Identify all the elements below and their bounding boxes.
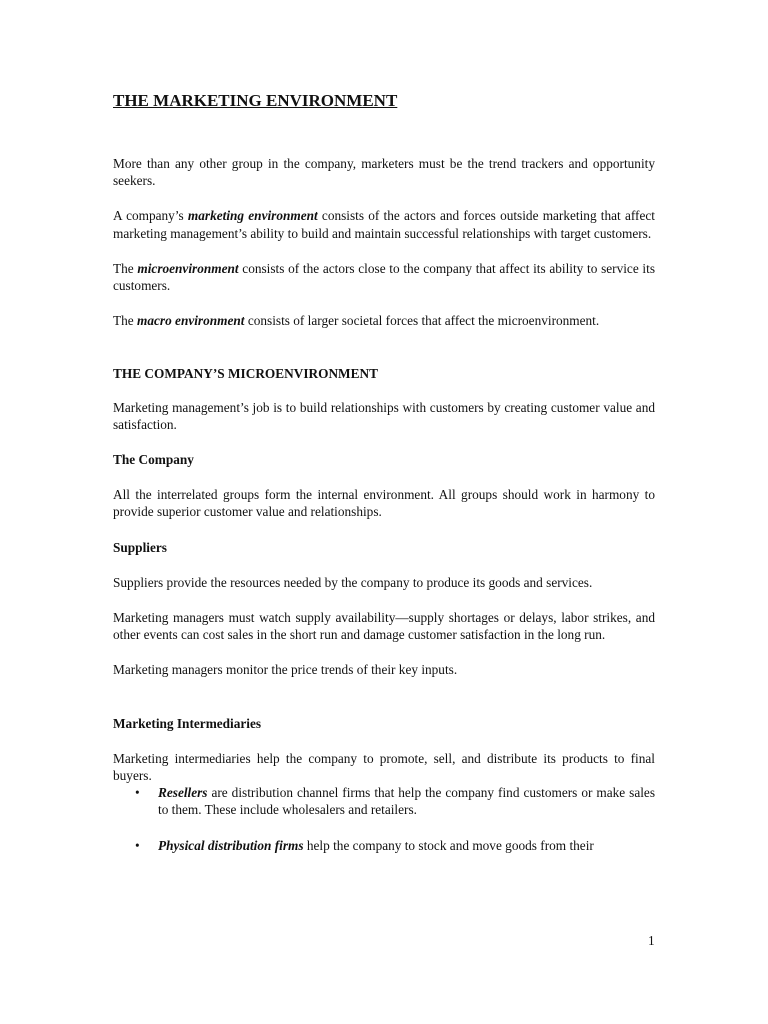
bullet-icon: • (135, 785, 140, 801)
resellers-term: Resellers (158, 785, 208, 801)
micro-def-term: microenvironment (137, 260, 239, 276)
physical-distribution-desc: help the company to stock and move goods from their (303, 837, 594, 853)
resellers-text (158, 784, 655, 818)
bullet-icon: • (135, 837, 140, 853)
macro-def-pre: The (113, 313, 137, 329)
list-item-physical-distribution (113, 837, 655, 854)
suppliers-paragraph-3: Marketing managers monitor the price trends of their key inputs. (113, 662, 458, 678)
physical-distribution-text (158, 837, 655, 854)
macro-def-term: macro environment (137, 313, 245, 329)
company-heading: The Company (113, 452, 194, 468)
micro-def-post: consists of the actors close to the company that affect its ability to service its customers. (113, 260, 655, 294)
intermediaries-list (113, 784, 655, 854)
suppliers-paragraph-2: Marketing managers must watch supply availability—supply shortages or delays, labor strikes, and other events can cost sales in the short run and damage customer satisfaction in the long run. (113, 610, 655, 643)
env-def-pre: A company’s (113, 208, 188, 224)
microenvironment-definition (113, 260, 655, 294)
env-def-post: consists of the actors and forces outside marketing that affect marketing management’s ability to build and maintain successful relationships with target customers. (113, 208, 655, 241)
intermediaries-heading: Marketing Intermediaries (113, 715, 262, 731)
document-title: THE MARKETING ENVIRONMENT (113, 91, 398, 110)
intermediaries-paragraph: Marketing intermediaries help the company to promote, sell, and distribute its products to final buyers. (113, 750, 655, 784)
resellers-desc: are distribution channel firms that help the company find customers or make sales to them. These include wholesalers and retailers. (158, 785, 655, 818)
page-content (113, 90, 655, 854)
suppliers-paragraph-1: Suppliers provide the resources needed by the company to produce its goods and services. (113, 574, 593, 590)
list-item-resellers (113, 784, 655, 818)
physical-distribution-term: Physical distribution firms (158, 837, 304, 853)
marketing-environment-definition (113, 207, 655, 241)
macro-environment-definition (113, 312, 655, 329)
suppliers-heading: Suppliers (113, 539, 167, 555)
env-def-term: marketing environment (187, 208, 318, 224)
macro-def-post: consists of larger societal forces that affect the microenvironment. (244, 313, 600, 329)
section-heading: THE COMPANY’S MICROENVIRONMENT (113, 366, 378, 382)
section-intro: Marketing management’s job is to build relationships with customers by creating customer value and satisfaction. (113, 399, 655, 432)
company-paragraph: All the interrelated groups form the internal environment. All groups should work in harmony to provide superior customer value and relationships. (113, 487, 655, 520)
micro-def-pre: The (113, 260, 138, 276)
intro-paragraph: More than any other group in the company, marketers must be the trend trackers and opportunity seekers. (113, 156, 655, 189)
page-number: 1 (648, 933, 655, 948)
